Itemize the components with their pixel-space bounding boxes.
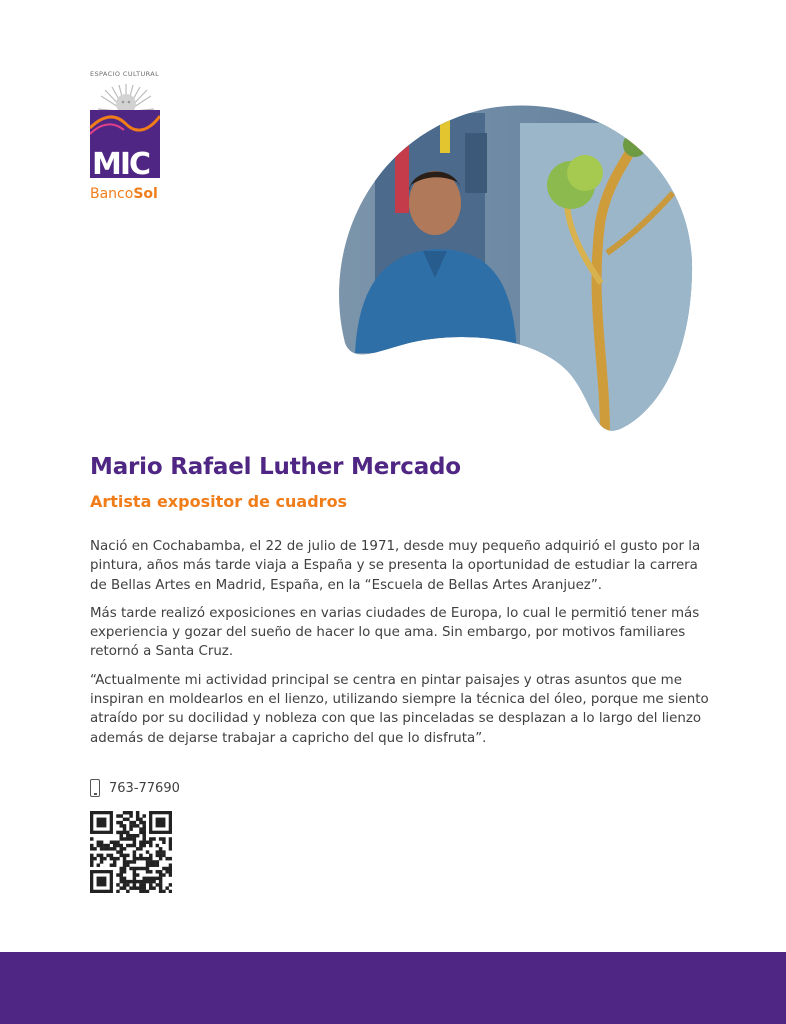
logo-mic-text: MIC	[92, 147, 150, 178]
phone-contact	[90, 777, 180, 799]
logo-bank-prefix: Banco	[90, 186, 134, 202]
phone-number: 763-77690	[109, 780, 180, 796]
logo-top-text: ESPACIO CULTURAL	[90, 70, 160, 78]
biography	[90, 537, 710, 757]
qr-code[interactable]	[90, 811, 172, 893]
bio-paragraph: Más tarde realizó exposiciones en varias ciudades de Europa, lo cual le permitió tener más experiencia y gozar del sueño de hacer lo que ama. Sin embargo, por motivos familiares retornó a Santa Cruz.	[90, 605, 700, 660]
logo-bank-suffix: Sol	[133, 186, 158, 202]
logo-bank-name	[90, 186, 158, 202]
logo-mic-box	[90, 110, 160, 178]
footer-bar	[0, 952, 786, 1024]
artist-name: Mario Rafael Luther Mercado	[90, 454, 461, 480]
bio-paragraph: Nació en Cochabamba, el 22 de julio de 1971, desde muy pequeño adquirió el gusto por la pintura, años más tarde viaja a España y se presenta la oportunidad de estudiar la carrera de Bellas Artes en Madrid, España, en la “Escuela de Bellas Artes Aranjuez”.	[90, 539, 701, 593]
artist-photo	[335, 103, 695, 433]
mobile-phone-icon	[90, 779, 100, 797]
bio-paragraph: “Actualmente mi actividad principal se centra en pintar paisajes y otras asuntos que me inspiran en moldearlos en el lienzo, utilizando siempre la técnica del óleo, porque me siento atraído por su docilidad y nobleza con que las pinceladas se desplazan a lo largo del lienzo además de dejarse trabajar a capricho del que lo disfruta”.	[90, 672, 709, 746]
logo-wave-icon	[90, 110, 160, 140]
mic-bancosol-logo	[90, 70, 165, 210]
artist-role: Artista expositor de cuadros	[90, 492, 348, 511]
